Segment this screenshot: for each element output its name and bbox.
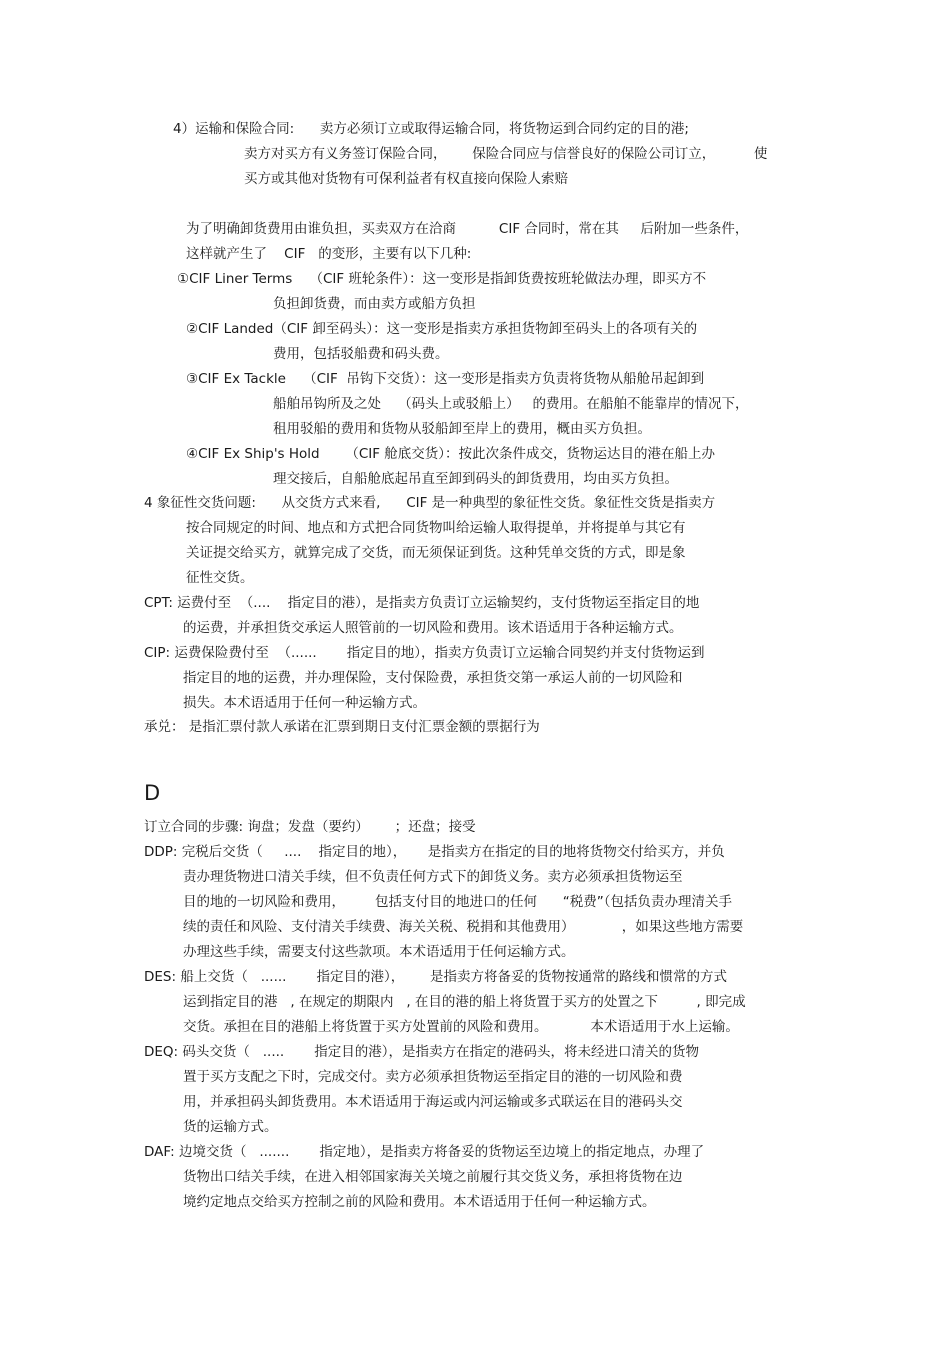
cip-line-3: 损失。本术语适用于任何一种运输方式。 — [183, 695, 426, 711]
cpt-line-1: CPT: 运费付至 （.... 指定目的港），是指卖方负责订立运输契约，支付货物运至指定目的地 — [144, 595, 700, 611]
ddp-line-2: 责办理货物进口清关手续，但不负责任何方式下的卸货义务。卖方必须承担货物运至 — [183, 869, 683, 885]
ddp-line-1: DDP: 完税后交货（ .... 指定目的地）， 是指卖方在指定的目的地将货物交付给买方，并负 — [144, 844, 725, 860]
contract4-line-2: 卖方对买方有义务签订保险合同， 保险合同应与信誉良好的保险公司订立， 使 — [244, 146, 768, 162]
contract-steps-line: 订立合同的步骤: 询盘；发盘（要约） ；还盘；接受 — [144, 819, 476, 835]
symbolic-line-2: 按合同规定的时间、地点和方式把合同货物叫给运输人取得提单，并将提单与其它有 — [186, 520, 686, 536]
cpt-line-2: 的运费，并承担货交承运人照管前的一切风险和费用。该术语适用于各种运输方式。 — [183, 620, 683, 636]
variant-2-line-1: ②CIF Landed（CIF 卸至码头）：这一变形是指卖方承担货物卸至码头上的各项有关的 — [186, 321, 698, 337]
variant-3-line-2: 船舶吊钩所及之处 （码头上或驳船上） 的费用。在船舶不能靠岸的情况下， — [273, 396, 749, 412]
variant-3-line-3: 租用驳船的费用和货物从驳船卸至岸上的费用，概由买方负担。 — [273, 421, 651, 437]
acceptance-line: 承兑： 是指汇票付款人承诺在汇票到期日支付汇票金额的票据行为 — [144, 719, 540, 735]
daf-line-1: DAF: 边境交货（ ....... 指定地），是指卖方将备妥的货物运至边境上的指定地点，办理了 — [144, 1144, 705, 1160]
variant-4-line-1: ④CIF Ex Ship's Hold （CIF 舱底交货）：按此次条件成交，货物运达目的港在船上办 — [186, 446, 716, 462]
daf-line-3: 境约定地点交给买方控制之前的风险和费用。本术语适用于任何一种运输方式。 — [183, 1194, 656, 1210]
deq-line-2: 置于买方支配之下时，完成交付。卖方必须承担货物运至指定目的港的一切风险和费 — [183, 1069, 683, 1085]
section-heading-d: D — [144, 781, 161, 805]
symbolic-line-3: 关证提交给买方，就算完成了交货，而无须保证到货。这种凭单交货的方式，即是象 — [186, 545, 686, 561]
cip-line-2: 指定目的地的运费，并办理保险，支付保险费，承担货交第一承运人前的一切风险和 — [183, 670, 683, 686]
deq-line-3: 用，并承担码头卸货费用。本术语适用于海运或内河运输或多式联运在目的港码头交 — [183, 1094, 683, 1110]
des-line-2: 运到指定目的港 , 在规定的期限内 , 在目的港的船上将货置于买方的处置之下 , 即完成 — [183, 994, 746, 1010]
variants-intro-line-1: 为了明确卸货费用由谁负担，买卖双方在洽商 CIF 合同时，常在其 后附加一些条件， — [186, 221, 749, 237]
variant-1-line-2: 负担卸货费，而由卖方或船方负担 — [273, 296, 476, 312]
daf-line-2: 货物出口结关手续，在进入相邻国家海关关境之前履行其交货义务，承担将货物在边 — [183, 1169, 683, 1185]
variant-2-line-2: 费用，包括驳船费和码头费。 — [273, 346, 449, 362]
variant-4-line-2: 理交接后，自船舱底起吊直至卸到码头的卸货费用，均由买方负担。 — [273, 471, 678, 487]
ddp-line-3: 目的地的一切风险和费用， 包括支付目的地进口的任何 “税费”（包括负责办理清关手 — [183, 894, 733, 910]
contract4-line-3: 买方或其他对货物有可保利益者有权直接向保险人索赔 — [244, 171, 568, 187]
variant-3-line-1: ③CIF Ex Tackle （CIF 吊钩下交货）：这一变形是指卖方负责将货物从船舱吊起卸到 — [186, 371, 705, 387]
des-line-1: DES: 船上交货（ ...... 指定目的港）， 是指卖方将备妥的货物按通常的路线和惯常的方式 — [144, 969, 727, 985]
cip-line-1: CIP: 运费保险费付至 （...... 指定目的地），指卖方负责订立运输合同契约并支付货物运到 — [144, 645, 705, 661]
deq-line-1: DEQ: 码头交货（ ..... 指定目的港），是指卖方在指定的港码头，将未经进口清关的货物 — [144, 1044, 700, 1060]
des-line-3: 交货。承担在目的港船上将货置于买方处置前的风险和费用。 本术语适用于水上运输。 — [183, 1019, 739, 1035]
ddp-line-4: 续的责任和风险、支付清关手续费、海关关税、税捐和其他费用） ，如果这些地方需要 — [183, 919, 744, 935]
variant-1-line-1: ①CIF Liner Terms （CIF 班轮条件）：这一变形是指卸货费按班轮做法办理，即买方不 — [177, 271, 707, 287]
ddp-line-5: 办理这些手续，需要支付这些款项。本术语适用于任何运输方式。 — [183, 944, 575, 960]
deq-line-4: 货的运输方式。 — [183, 1119, 278, 1135]
symbolic-line-4: 征性交货。 — [186, 570, 254, 586]
symbolic-line-1: 4 象征性交货问题: 从交货方式来看, CIF 是一种典型的象征性交货。象征性交货是指卖方 — [144, 495, 716, 511]
contract4-line-1: 4）运输和保险合同: 卖方必须订立或取得运输合同，将货物运到合同约定的目的港; — [173, 121, 689, 137]
variants-intro-line-2: 这样就产生了 CIF 的变形，主要有以下几种: — [186, 246, 472, 262]
